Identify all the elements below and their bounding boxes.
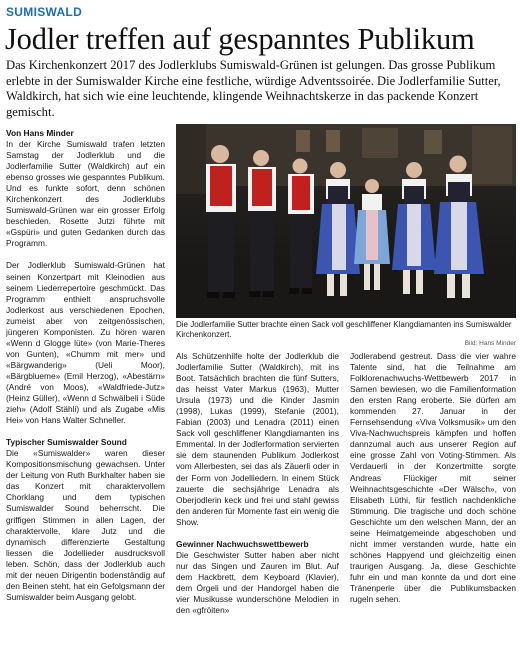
photo-credit: Bild: Hans Minder xyxy=(464,340,516,347)
subheading-winner: Gewinner Nachwuchswettbewerb xyxy=(176,538,309,549)
text-column-1 xyxy=(6,139,165,647)
text-column-2 xyxy=(176,351,339,647)
paragraph-intro: In der Kirche Sumiswald trafen letzten Samstag der Jodlerklub und die Jodlerfamilie Sutter (Waldkirch) auf ein ebenso grosses wie gespanntes Publikum. Und es funkte sofort, denn schönen Kirchenkonzert des Jodlerklubs Sumiswald-Grünen war ein grosser Erfolg beschieden. Rosette Jutzi führte mit «Gspüri» und guten Gedanken durch das Programm. xyxy=(6,139,165,249)
paragraph-sutter-family: Als Schützenhilfe holte der Jodlerklub die Jodlerfamilie Sutter (Waldkirch), mit ins Boot. Tatsächlich brachten die fünf Sutters, das heisst Vater Markus (1963), Mutter Ursula (1973) und die Kinder Jasmin (1998), Lukas (1999), Stefanie (2001), Fabian (2003) und Lenadra (2011) einen Sack voll geschliffener Klangdiamanten ins Emmental. In der Jodlerformation servierten sie dem staunenden Publikum Jodlerkost vom Allerbesten, sei das als Zäuerli oder in der Form von Jodelliedern. In einem Stück zauerte die sechsjährige Lenadra als Oberjodlerin keck und frei und stahl gewiss den anderen für Momente fast ein wenig die Show. xyxy=(176,351,339,527)
photo-caption: Die Jodlerfamilie Sutter brachte einen Sack voll geschliffener Klangdiamanten ins Sumiswalder Kirchenkonzert. xyxy=(176,320,512,339)
text-column-3 xyxy=(350,351,516,647)
singer-father xyxy=(206,145,236,298)
article-lead: Das Kirchenkonzert 2017 des Jodlerklubs Sumiswald-Grünen ist gelungen. Das grosse Publikum erlebte in der Sumiswalder Kirche eine festliche, würdige Adventssoirée. Die Jodlerfamilie Sutter, Waldkirch, hat sich wie eine leuchtende, klingende Weihnachtskerze in das packende Konzert gemischt. xyxy=(6,58,501,119)
photo-jodler-family xyxy=(176,124,516,318)
article-headline: Jodler treffen auf gespanntes Publikum xyxy=(5,22,475,56)
paragraph-instruments: Die Geschwister Sutter haben aber nicht nur das Singen und Zauren im Blut. Auf dem Hackbrett, dem Keyboard (Klavier), dem Örgeli und der Handorgel haben die vier Musikusse wunderschöne Melodien in den «gfröiten» xyxy=(176,549,339,616)
subheading-sound: Typischer Sumiswalder Sound xyxy=(6,437,127,448)
paragraph-sound: Die «Sumiswalder» waren dieser Kompositionsmischung gewachsen. Unter der Leitung von Ruth Burkhalter haben sie das Konzert mit charaktervollem Chorklang und dem typischen Sumiswalder Sound beherrscht. Die griffigen Stimmen in allen Lagen, der charaktervolle, klare Jutz und die dynamisch differenzierte Gestaltung liessen die Jodellieder ausdrucksvoll leben. Schön, dass der Jodlerklub auch mit der neuen Dirigentin bodenständig auf den Beinen steht, hat ein Gefolgsmann der Sumiswalder beim Ausgang gelobt. xyxy=(6,448,165,602)
article-photo xyxy=(176,124,516,318)
paragraph-talent: Jodlerabend gestreut. Dass die vier wahre Talente sind, hat die Teilnahme am Folklorenachwuchs-Wettbewerb 2017 in Sarnen bewiesen, wo die Familienformation den ersten Rang eroberte. Sie dürfen am kommenden 27. Januar in der Fernsehsendung «Viva Volksmusik» um den Viva-Nachwuchspreis kämpfen und hoffen dannzumal auch aus unserer Region auf eine grosse Zahl von Voting-Stimmen. Als Verdauerli in der Konzertmitte sorgte Andreas Flückiger mit seiner Weihnachtsgeschichte «Der Wälsch», von Elisabeth Lüthi, für festlich nachdenkliche Stimmung. Die tragische und doch schöne Geschichte um den welschen Mann, der an seine Heimatgemeinde abgeschoben und nicht immer verstanden wurde, hatte ein schönes Happyend und gleichzeitig einen traurigen Ausgang. Ja, diese Geschichte fuhr ein und man konnte da und dort eine Tränenperle über die Publikumsbacken rugeln sehen. xyxy=(350,351,516,605)
singer-son-1 xyxy=(248,150,276,297)
byline: Von Hans Minder xyxy=(6,128,74,138)
singer-son-2 xyxy=(288,159,314,295)
paragraph-program: Der Jodlerklub Sumiswald-Grünen hat seinen Konzertpart mit Kleinodien aus seinem Liederrepertoire geschmückt. Das Programm enthielt anspruchsvolle Jodlerkost aus verschiedenen Epochen, zumeist aber von zeitgenössischen, jüngeren Komponisten. Zu hören waren «Wenn d Glogge lüte» (von Marie-Theres von Gunten), «Chumm mit mer» und «Bärgwanderig» (Ueli Moor), «Bärgbluemе» (Emil Herzog), «Abestärn» (André von Moos), «Waldfriede-Jutz» (Heinz Güller), «Wenn d Schwälbeli i Süde zieh» (Adolf Stähli) und als Zugabe «Mis Hei» von Hans Walter Schneller. xyxy=(6,260,165,426)
section-label: SUMISWALD xyxy=(6,5,83,19)
